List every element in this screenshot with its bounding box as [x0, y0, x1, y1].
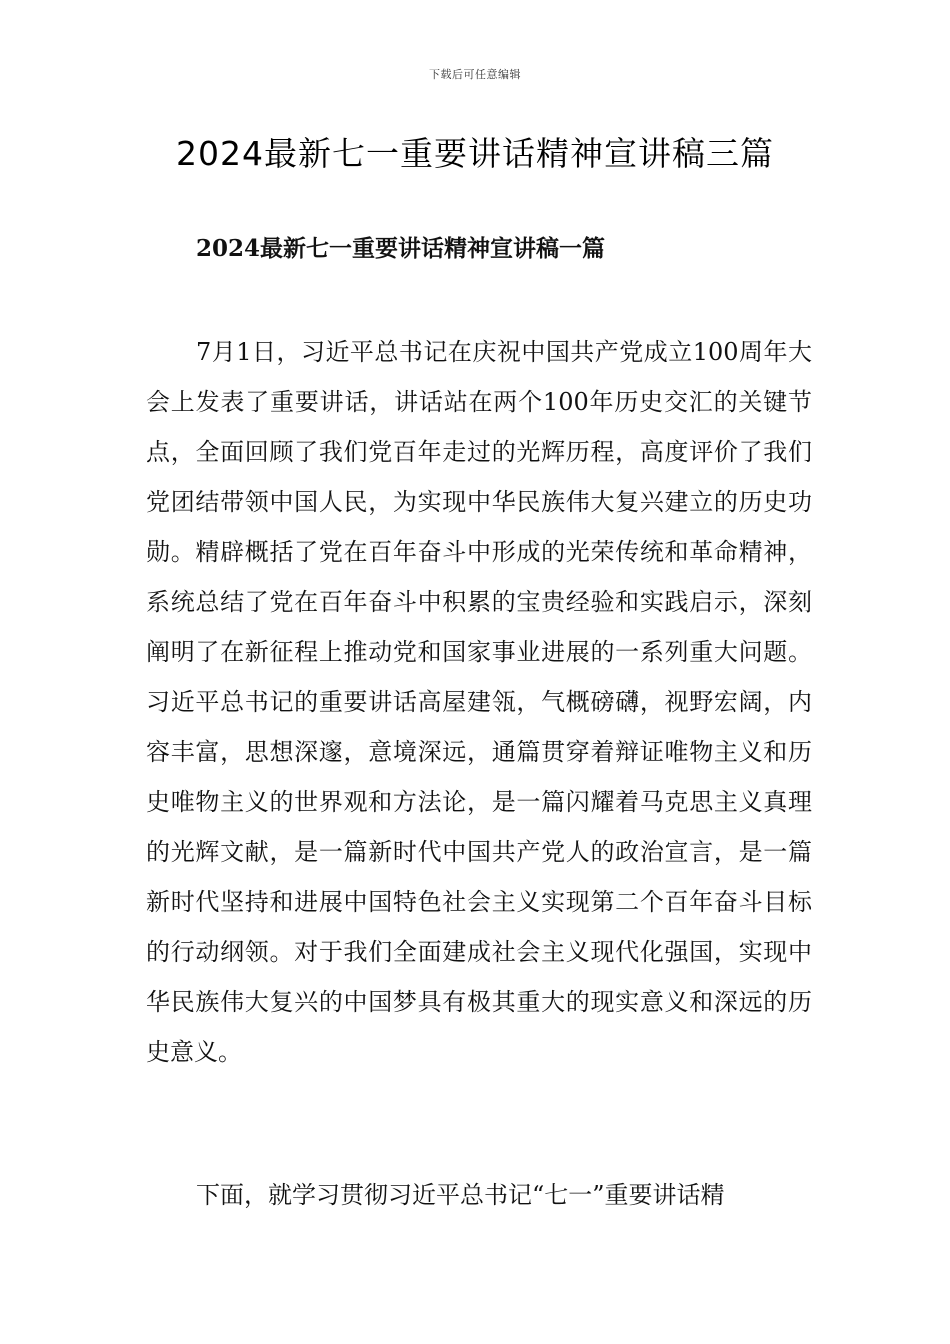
- header-note: 下载后可任意编辑: [429, 68, 521, 81]
- document-title: 2024最新七一重要讲话精神宣讲稿三篇: [176, 134, 774, 173]
- body-paragraph: 下面，就学习贯彻习近平总书记“七一”重要讲话精: [196, 1181, 725, 1209]
- section-heading: 2024最新七一重要讲话精神宣讲稿一篇: [196, 235, 606, 262]
- body-paragraph: 7月1日，习近平总书记在庆祝中国共产党成立100周年大会上发表了重要讲话，讲话站在两个100年历史交汇的关键节点，全面回顾了我们党百年走过的光辉历程，高度评价了我们党团结带领中国人民，为实现中华民族伟大复兴建立的历史功勋。精辟概括了党在百年奋斗中形成的光荣传统和革命精神，系统总结了党在百年奋斗中积累的宝贵经验和实践启示，深刻阐明了在新征程上推动党和国家事业进展的一系列重大问题。习近平总书记的重要讲话高屋建瓴，气概磅礴，视野宏阔，内容丰富，思想深邃，意境深远，通篇贯穿着辩证唯物主义和历史唯物主义的世界观和方法论，是一篇闪耀着马克思主义真理的光辉文献，是一篇新时代中国共产党人的政治宣言，是一篇新时代坚持和进展中国特色社会主义实现第二个百年奋斗目标的行动纲领。对于我们全面建成社会主义现代化强国，实现中华民族伟大复兴的中国梦具有极其重大的现实意义和深远的历史意义。: [146, 338, 812, 1066]
